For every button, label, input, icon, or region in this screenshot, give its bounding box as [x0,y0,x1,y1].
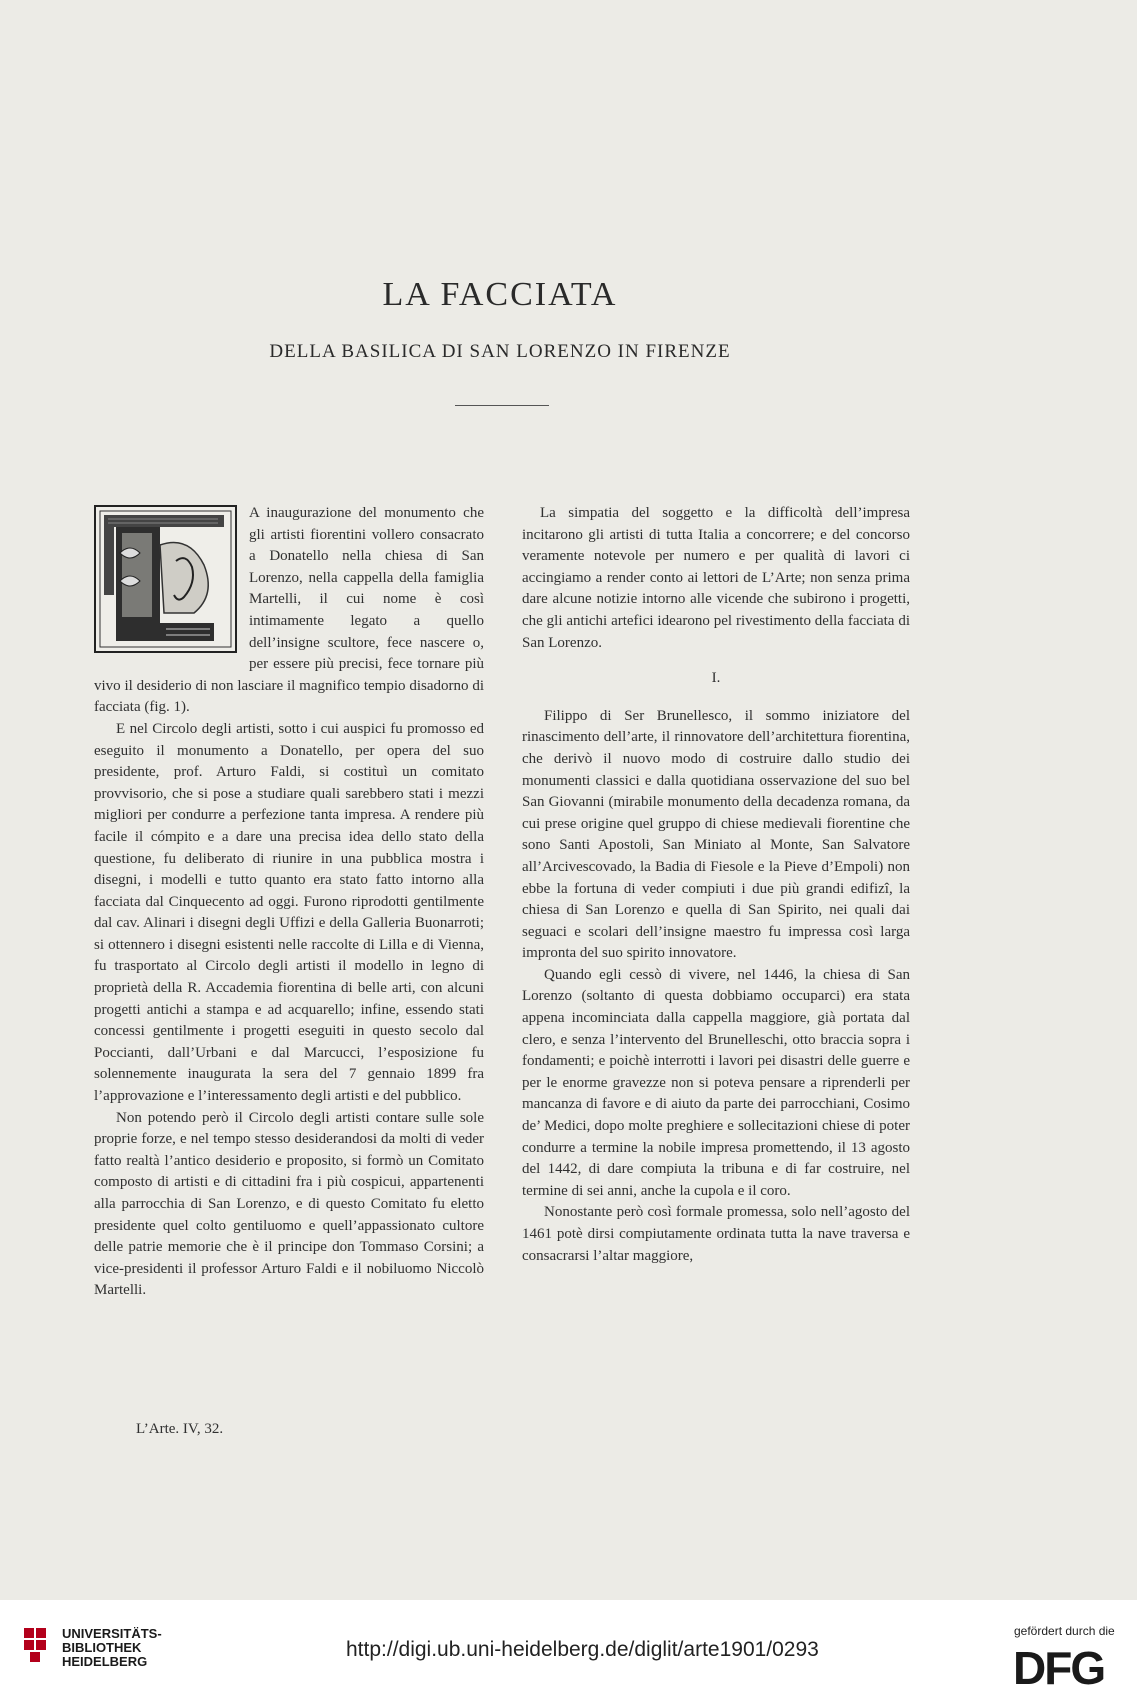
funding-caption: gefördert durch die [1014,1624,1115,1638]
university-library-name [62,1627,162,1669]
paragraph: E nel Circolo degli artisti, sotto i cui auspici fu promosso ed eseguito il monumento a Donatello, per opera del suo presidente, prof. Arturo Faldi, si costituì un comitato provvisorio, che si pose a studiare quali sarebbero stati i mezzi migliori per condurre a perfezione tanta impresa. A rendere più facile il cómpito e a dare una precisa idea dello stato della questione, fu deliberato di riunire in una pubblica mostra i disegni, i modelli e tutto quanto era stato fatto intorno alla facciata dal Cinquecento ad oggi. Furono riprodotti gentilmente dal cav. Alinari i disegni degli Uffizi e della Galleria Buonarroti; si ottennero i disegni esistenti nelle raccolte di Lilla e di Vienna, fu trasportato al Circolo degli artisti il modello in legno di proprietà della R. Accademia fiorentina di belle arti, con alcuni progetti antichi a stampa e ad acquarello; infine, essendo stati concessi gentilmente i progetti eseguiti in questo secolo dal Poccianti, dall’Urbani e dal Marcucci, l’esposizione fu solennemente inaugurata la sera del 7 gennaio 1899 fra l’approvazione e l’interessamento degli artisti e del pubblico. [94,720,484,1105]
source-url[interactable]: http://digi.ub.uni-heidelberg.de/diglit/arte1901/0293 [346,1638,819,1661]
library-line: BIBLIOTHEK [62,1640,142,1655]
paragraph: Quando egli cessò di vivere, nel 1446, la chiesa di San Lorenzo (soltanto di questa dobbiamo occuparci) era stata appena incominciata dalla cappella maggiore, già portata dal clero, e senza l’intervento del Brunelleschi, otto braccia sopra i fondamenti; e poichè interrotti i lavori pei disastri delle guerre e per le enorme gravezze non si poteva pensare a riprenderli per mancanza di favore e di aiuto da parte dei parrocchiani, Cosimo de’ Medici, dopo molte preghiere e sollecitazioni chiese di poter condurre a termine la nobile impresa promettendo, il 13 agosto del 1442, di dare compiuta la tribuna e di far costruire, nel termine di sei anni, anche la cupola e il coro. [522,966,910,1199]
library-line: HEIDELBERG [62,1654,148,1669]
university-library-logo-icon [22,1626,56,1666]
decorated-initial-l-icon [94,505,237,653]
paragraph: La simpatia del soggetto e la difficoltà dell’impresa incitarono gli artisti di tutta Italia a concorrere; e del concorso veramente notevole per numero e per qualità di lavori ci accingiamo a render conto ai lettori de L’Arte; non senza prima dare alcune notizie intorno alle vicende che subirono i progetti, che gli antichi artefici idearono pel rivestimento della facciata di San Lorenzo. [522,505,910,651]
library-line: UNIVERSITÄTS- [62,1626,162,1641]
dfg-logo-icon: DFG [1013,1642,1105,1694]
article-subtitle: DELLA BASILICA DI SAN LORENZO IN FIRENZE [269,341,731,362]
page-signature: L’Arte. IV, 32. [136,1421,224,1437]
right-column [522,503,910,1267]
paragraph: A inaugurazione del monumento che gli artisti fiorentini vollero consacrato a Donatello nella chiesa di San Lorenzo, nella cappella della famiglia Martelli, il cui nome è così intimamente legato a quello dell’insigne scultore, fece nascere o, per essere più precisi, fece tornare più vivo il desiderio di non lasciare il magnifico tempio disadorno di facciata (fig. 1). [94,505,484,716]
left-column [94,503,484,1302]
paragraph: Nonostante però così formale promessa, solo nell’agosto del 1461 potè dirsi compiutamente ordinata tutta la nave traversa e consacrarsi l’altar maggiore, [522,1204,910,1264]
title-divider [455,405,549,406]
paragraph: Filippo di Ser Brunellesco, il sommo iniziatore del rinascimento dell’arte, il rinnovatore dell’architettura fiorentina, che derivò il nuovo modo di costruire dallo studio dei monumenti classici e dalla quotidiana osservazione del suo bel San Giovanni (mirabile monumento della decadenza romana, da cui prese origine quel gruppo di chiese medievali fiorentine che sono Santi Apostoli, San Miniato al Monte, San Salvatore all’Arcivescovado, la Badia di Fiesole e la Pieve d’Empoli) non ebbe la fortuna di veder compiuti i due più grandi edifizî, la chiesa di San Lorenzo e quella di San Spirito, nei quali dai seguaci e scolari dell’insigne maestro fu impressa così larga impronta del suo spirito innovatore. [522,707,910,962]
paragraph: Non potendo però il Circolo degli artisti contare sulle sole proprie forze, e nel tempo stesso desiderandosi da molti di veder fatto realtà l’antico desiderio e proposito, si formò un Comitato composto di artisti e di cittadini fra i più cospicui, appartenenti alla parrocchia di San Lorenzo, e di questo Comitato fu eletto presidente quel colto gentiluomo e quell’appassionato cultore delle patrie memorie che è il principe don Tommaso Corsini; a vice-presidenti il professor Arturo Faldi e il nobiluomo Niccolò Martelli. [94,1109,484,1299]
section-number: I. [711,670,721,687]
article-title: LA FACCIATA [382,276,618,313]
